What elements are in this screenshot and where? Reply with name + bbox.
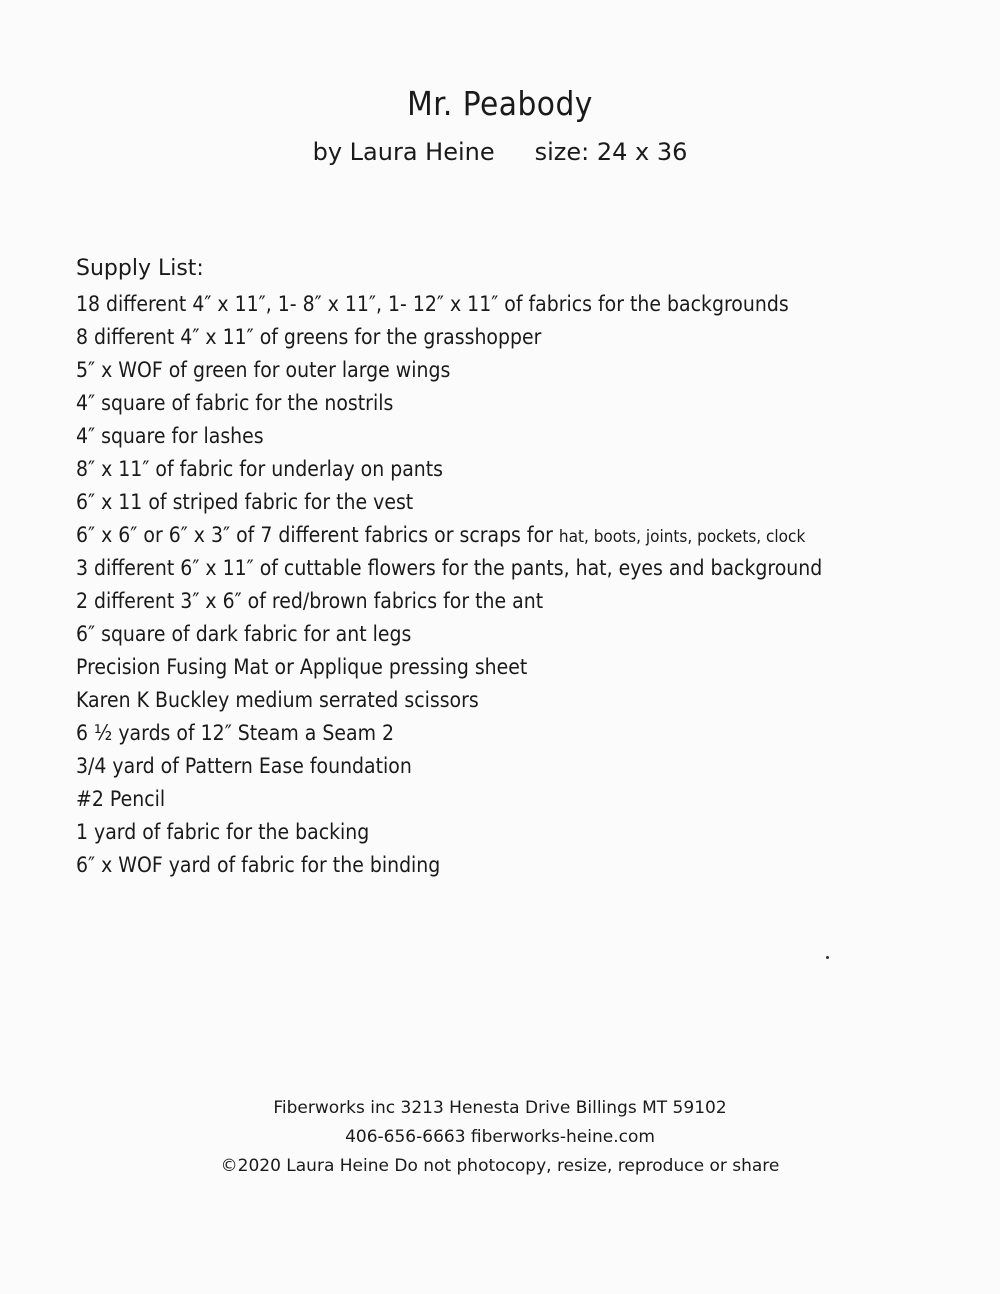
footer-contact: 406-656-6663 fiberworks-heine.com [345, 1127, 655, 1147]
supply-item [76, 849, 822, 882]
supply-item-text: 1 yard of fabric for the backing [76, 820, 370, 844]
supply-list-heading: Supply List: [76, 256, 204, 281]
author: by Laura Heine [312, 138, 495, 166]
supply-item-text: 8 different 4″ x 11″ of greens for the grasshopper [76, 325, 542, 349]
supply-item-text: Karen K Buckley medium serrated scissors [76, 688, 479, 712]
supply-item [76, 684, 822, 717]
supply-item-text: 6″ x 11 of striped fabric for the vest [76, 490, 414, 514]
supply-item [76, 816, 822, 849]
supply-item [76, 420, 822, 453]
supply-item-text: 2 different 3″ x 6″ of red/brown fabrics for the ant [76, 589, 544, 613]
footer-address: Fiberworks inc 3213 Henesta Drive Billings MT 59102 [273, 1098, 727, 1118]
supply-item-text: 6″ square of dark fabric for ant legs [76, 622, 412, 646]
supply-item-text: 6″ x 6″ or 6″ x 3″ of 7 different fabrics or scraps for [76, 523, 559, 547]
supply-item-text: 4″ square of fabric for the nostrils [76, 391, 394, 415]
supply-item-text: 3/4 yard of Pattern Ease foundation [76, 754, 412, 778]
supply-item [76, 453, 822, 486]
supply-item [76, 585, 822, 618]
supply-item-text: 6″ x WOF yard of fabric for the binding [76, 853, 441, 877]
supply-item-text: 3 different 6″ x 11″ of cuttable flowers for the pants, hat, eyes and background [76, 556, 823, 580]
supply-item [76, 486, 822, 519]
supply-item [76, 783, 822, 816]
stray-mark [826, 956, 829, 959]
supply-item-detail: hat, boots, joints, pockets, clock [558, 527, 806, 547]
byline [0, 138, 1000, 166]
supply-item [76, 717, 822, 750]
supply-item [76, 387, 822, 420]
supply-item [76, 750, 822, 783]
supply-item [76, 321, 822, 354]
quilt-size: size: 24 x 36 [534, 138, 688, 166]
supply-item [76, 354, 822, 387]
supply-item [76, 618, 822, 651]
supply-item-text: 4″ square for lashes [76, 424, 264, 448]
supply-item-text: 18 different 4″ x 11″, 1- 8″ x 11″, 1- 12″ x 11″ of fabrics for the backgrounds [76, 292, 789, 316]
supply-item [76, 519, 822, 552]
supply-item [76, 552, 822, 585]
footer [0, 1094, 1000, 1181]
supply-item [76, 288, 822, 321]
supply-list [76, 288, 905, 882]
supply-item-text: Precision Fusing Mat or Applique pressing sheet [76, 655, 528, 679]
supply-item-text: 6 ½ yards of 12″ Steam a Seam 2 [76, 721, 395, 745]
pattern-title: Mr. Peabody [407, 84, 593, 123]
supply-item-text: 5″ x WOF of green for outer large wings [76, 358, 451, 382]
footer-copyright: ©2020 Laura Heine Do not photocopy, resize, reproduce or share [220, 1156, 780, 1176]
supply-item-text: #2 Pencil [76, 787, 166, 811]
supply-item-text: 8″ x 11″ of fabric for underlay on pants [76, 457, 444, 481]
supply-item [76, 651, 822, 684]
